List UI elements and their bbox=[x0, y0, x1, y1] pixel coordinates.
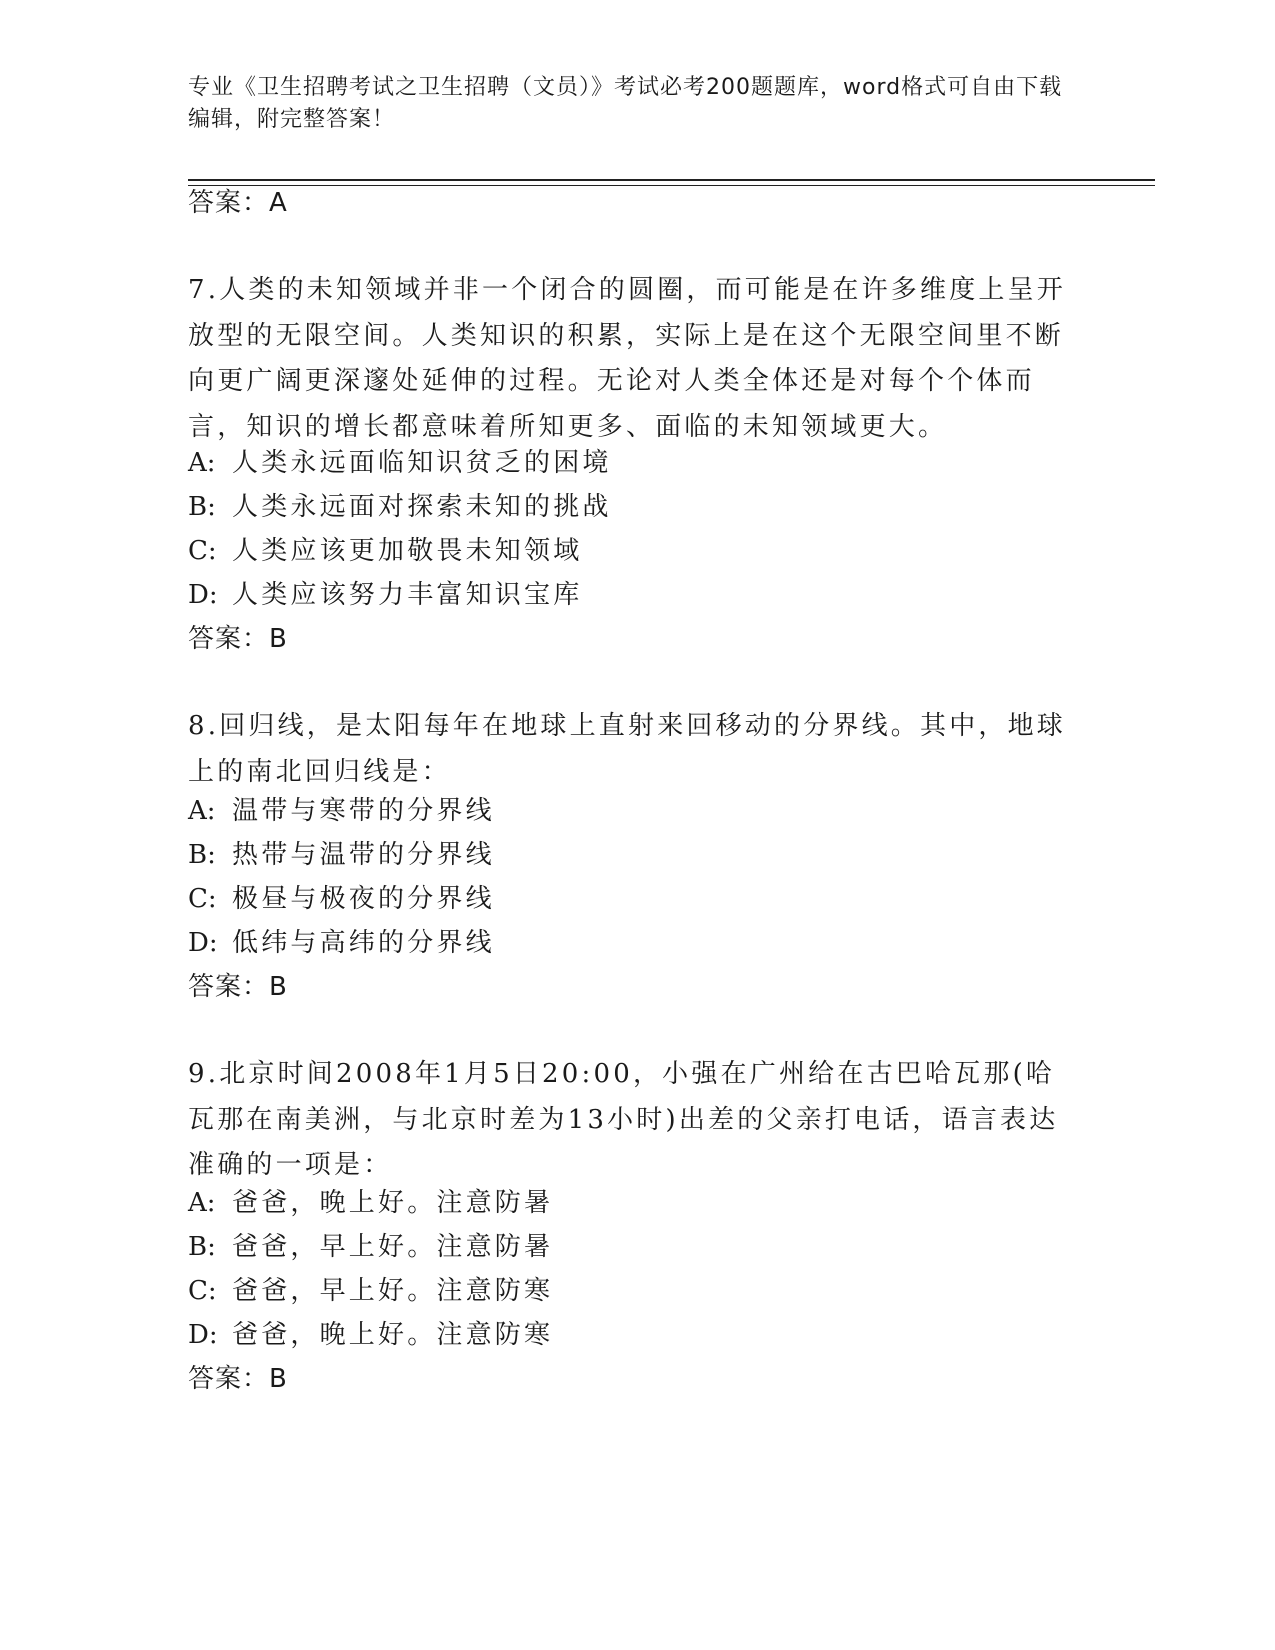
option-letter: D: bbox=[188, 928, 218, 958]
option-text: 人类永远面临知识贫乏的困境 bbox=[232, 448, 612, 478]
option-text: 极昼与极夜的分界线 bbox=[232, 884, 495, 914]
question-7-option-b bbox=[188, 490, 612, 524]
option-letter: B: bbox=[188, 1232, 216, 1262]
question-7-option-c bbox=[188, 534, 582, 568]
question-8-option-a bbox=[188, 794, 495, 828]
option-letter: D: bbox=[188, 1320, 218, 1350]
option-letter: C: bbox=[188, 1276, 217, 1306]
option-text: 爸爸，晚上好。注意防暑 bbox=[232, 1188, 554, 1218]
question-9-option-d bbox=[188, 1318, 553, 1352]
question-8-option-b bbox=[188, 838, 495, 872]
question-9-option-c bbox=[188, 1274, 553, 1308]
option-text: 爸爸，晚上好。注意防寒 bbox=[232, 1320, 554, 1350]
option-letter: D: bbox=[188, 580, 218, 610]
option-letter: B: bbox=[188, 840, 216, 870]
question-7-option-a bbox=[188, 446, 612, 480]
answer-previous: 答案：A bbox=[188, 188, 288, 218]
option-text: 人类永远面对探索未知的挑战 bbox=[232, 492, 612, 522]
page-header: 专业《卫生招聘考试之卫生招聘（文员）》考试必考200题题库，word格式可自由下载编辑，附完整答案！ bbox=[188, 75, 1063, 132]
question-7-stem: 7.人类的未知领域并非一个闭合的圆圈，而可能是在许多维度上呈开放型的无限空间。人类知识的积累，实际上是在这个无限空间里不断向更广阔更深邃处延伸的过程。无论对人类全体还是对每个个体而言，知识的增长都意味着所知更多、面临的未知领域更大。 bbox=[188, 275, 1067, 442]
option-letter: B: bbox=[188, 492, 216, 522]
question-9-answer: 答案：B bbox=[188, 1364, 288, 1394]
option-text: 热带与温带的分界线 bbox=[232, 840, 495, 870]
option-letter: C: bbox=[188, 884, 217, 914]
question-9-option-b bbox=[188, 1230, 553, 1264]
question-9-option-a bbox=[188, 1186, 553, 1220]
option-letter: A: bbox=[188, 796, 216, 826]
option-letter: A: bbox=[188, 1188, 216, 1218]
option-text: 人类应该更加敬畏未知领域 bbox=[232, 536, 583, 566]
question-8-option-c bbox=[188, 882, 495, 916]
option-letter: A: bbox=[188, 448, 216, 478]
question-7-option-d bbox=[188, 578, 582, 612]
question-8-stem: 8.回归线，是太阳每年在地球上直射来回移动的分界线。其中，地球上的南北回归线是： bbox=[188, 711, 1067, 787]
option-text: 低纬与高纬的分界线 bbox=[232, 928, 495, 958]
option-text: 人类应该努力丰富知识宝库 bbox=[232, 580, 583, 610]
option-text: 温带与寒带的分界线 bbox=[232, 796, 495, 826]
question-8-answer: 答案：B bbox=[188, 972, 288, 1002]
header-divider-thick bbox=[188, 179, 1155, 181]
option-text: 爸爸，早上好。注意防暑 bbox=[232, 1232, 554, 1262]
option-text: 爸爸，早上好。注意防寒 bbox=[232, 1276, 554, 1306]
question-7-answer: 答案：B bbox=[188, 624, 288, 654]
header-divider-thin bbox=[188, 185, 1155, 186]
option-letter: C: bbox=[188, 536, 217, 566]
question-9-stem: 9.北京时间2008年1月5日20:00，小强在广州给在古巴哈瓦那(哈瓦那在南美洲，与北京时差为13小时)出差的父亲打电话，语言表达准确的一项是： bbox=[188, 1059, 1059, 1180]
question-8-option-d bbox=[188, 926, 495, 960]
